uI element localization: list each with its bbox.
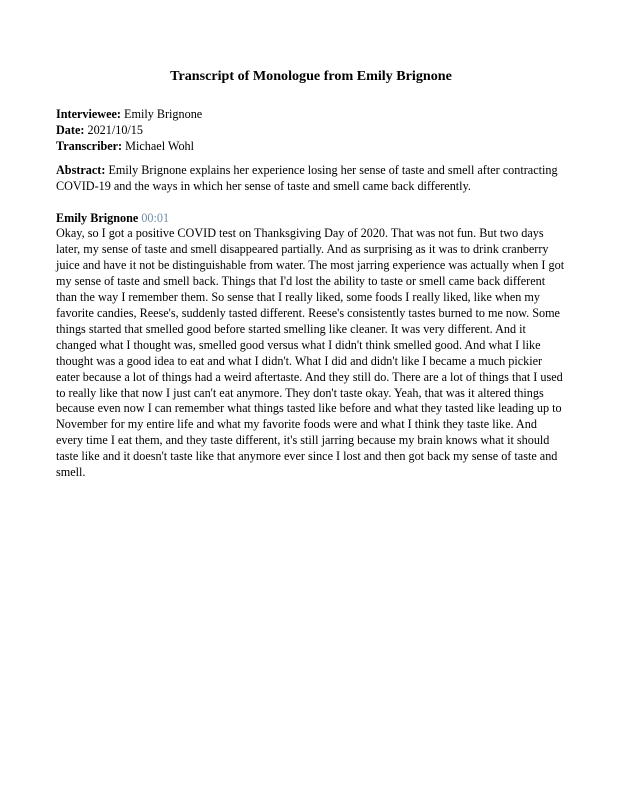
- interviewee-label: Interviewee:: [56, 107, 121, 121]
- transcriber-label: Transcriber:: [56, 138, 123, 153]
- page-title: Transcript of Monologue from Emily Brignone: [170, 68, 452, 84]
- metadata-block: [56, 107, 566, 155]
- meta-line-date: [56, 123, 566, 139]
- meta-line-interviewee: [56, 107, 566, 123]
- date-value: 2021/10/15: [87, 122, 143, 137]
- transcript-text: Okay, so I got a positive COVID test on Thanksgiving Day of 2020. That was not fun. But two days later, my sense of taste and smell disappeared partially. And as surprising as it was to drink cranberry juice and have it not be distinguishable from water. The most jarring experience was actually when I got my sense of taste and smell back. Things that I'd lost the ability to taste or smell came back different than the way I remember them. So sense that I really liked, some foods I really liked, like when my favorite candies, Reese's, suddenly tasted different. Reese's consistently tastes burned to me now. Some things started that smelled good before started smelling like cleaner. It was very different. And it changed what I thought was, smelled good versus what I didn't think smelled good. And what I like thought was a good idea to eat and what I didn't. What I did and didn't like I became a much pickier eater because a lot of things had a weird aftertaste. And they still do. There are a lot of things that I used to really like that now I just can't eat anymore. They don't taste okay. Yeah, that was it altered things because even now I can remember what things tasted like before and what they tasted like leading up to November for my entire life and what my favorite foods were and what I think they taste like. And every time I eat them, and they taste different, it's still jarring because my brain knows what it should taste like and it doesn't taste like that anymore ever since I lost and then got back my sense of taste and smell.: [56, 226, 565, 480]
- timestamp: 00:01: [141, 210, 170, 225]
- abstract-text: Emily Brignone explains her experience losing her sense of taste and smell after contracting COVID-19 and the ways in which her sense of taste and smell came back differently.: [56, 162, 558, 193]
- date-label: Date:: [56, 122, 85, 137]
- speaker-name: Emily Brignone: [56, 210, 139, 225]
- transcriber-value: Michael Wohl: [125, 138, 195, 153]
- speaker-line: [56, 211, 566, 227]
- abstract-paragraph: [56, 163, 566, 195]
- abstract-label: Abstract:: [56, 162, 106, 177]
- meta-line-transcriber: [56, 139, 566, 155]
- interviewee-value: Emily Brignone: [124, 107, 203, 121]
